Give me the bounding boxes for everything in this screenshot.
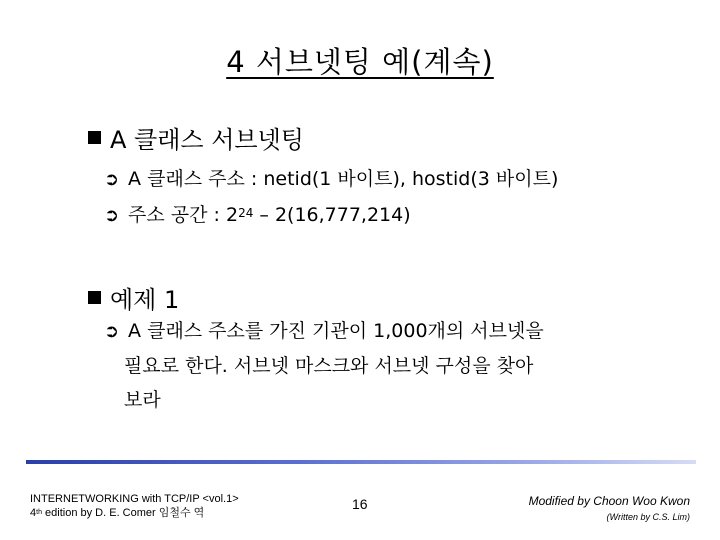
list-item-text-rest: – 2(16,777,214) bbox=[253, 204, 411, 226]
footer-book-title: INTERNETWORKING with TCP/IP <vol.1> bbox=[30, 493, 239, 505]
footer-modified-by: Modified by Choon Woo Kwon bbox=[528, 494, 690, 508]
edition-author: edition by D. E. Comer 임철수 역 bbox=[41, 507, 205, 519]
footer-edition bbox=[30, 506, 239, 520]
edition-suffix: th bbox=[36, 509, 42, 516]
footer-credit bbox=[529, 494, 690, 522]
example-line-3: 보라 bbox=[124, 389, 161, 411]
page-number: 16 bbox=[352, 496, 368, 512]
arrow-bullet-icon: ➲ bbox=[104, 169, 120, 190]
slide-title-text: 4 서브넷팅 예(계속) bbox=[226, 45, 494, 79]
square-bullet-icon bbox=[88, 291, 101, 304]
section-heading-example bbox=[88, 280, 179, 315]
example-line-2: 필요로 한다. 서브넷 마스크와 서브넷 구성을 찾아 bbox=[124, 355, 534, 377]
section-heading-a-class bbox=[88, 120, 304, 155]
list-item bbox=[104, 198, 411, 233]
list-item-text: A 클래스 주소 : netid(1 바이트), hostid(3 바이트) bbox=[128, 168, 559, 190]
section-heading-text: A 클래스 서브넷팅 bbox=[110, 126, 304, 154]
footer-divider bbox=[26, 460, 696, 464]
list-item-text: 주소 공간 : 2 bbox=[128, 204, 239, 226]
square-bullet-icon bbox=[88, 131, 101, 144]
footer-citation bbox=[30, 492, 239, 520]
list-item bbox=[104, 162, 558, 197]
example-line-1: A 클래스 주소를 가진 기관이 1,000개의 서브넷을 bbox=[128, 320, 544, 342]
edition-number: 4 bbox=[30, 507, 37, 519]
arrow-bullet-icon: ➲ bbox=[104, 205, 120, 226]
footer-written-by: (Written by C.S. Lim) bbox=[606, 512, 690, 522]
section-heading-text: 예제 1 bbox=[110, 286, 180, 314]
list-item bbox=[104, 314, 544, 417]
arrow-bullet-icon: ➲ bbox=[104, 321, 120, 342]
slide-title bbox=[0, 40, 720, 81]
exponent: 24 bbox=[238, 206, 254, 220]
